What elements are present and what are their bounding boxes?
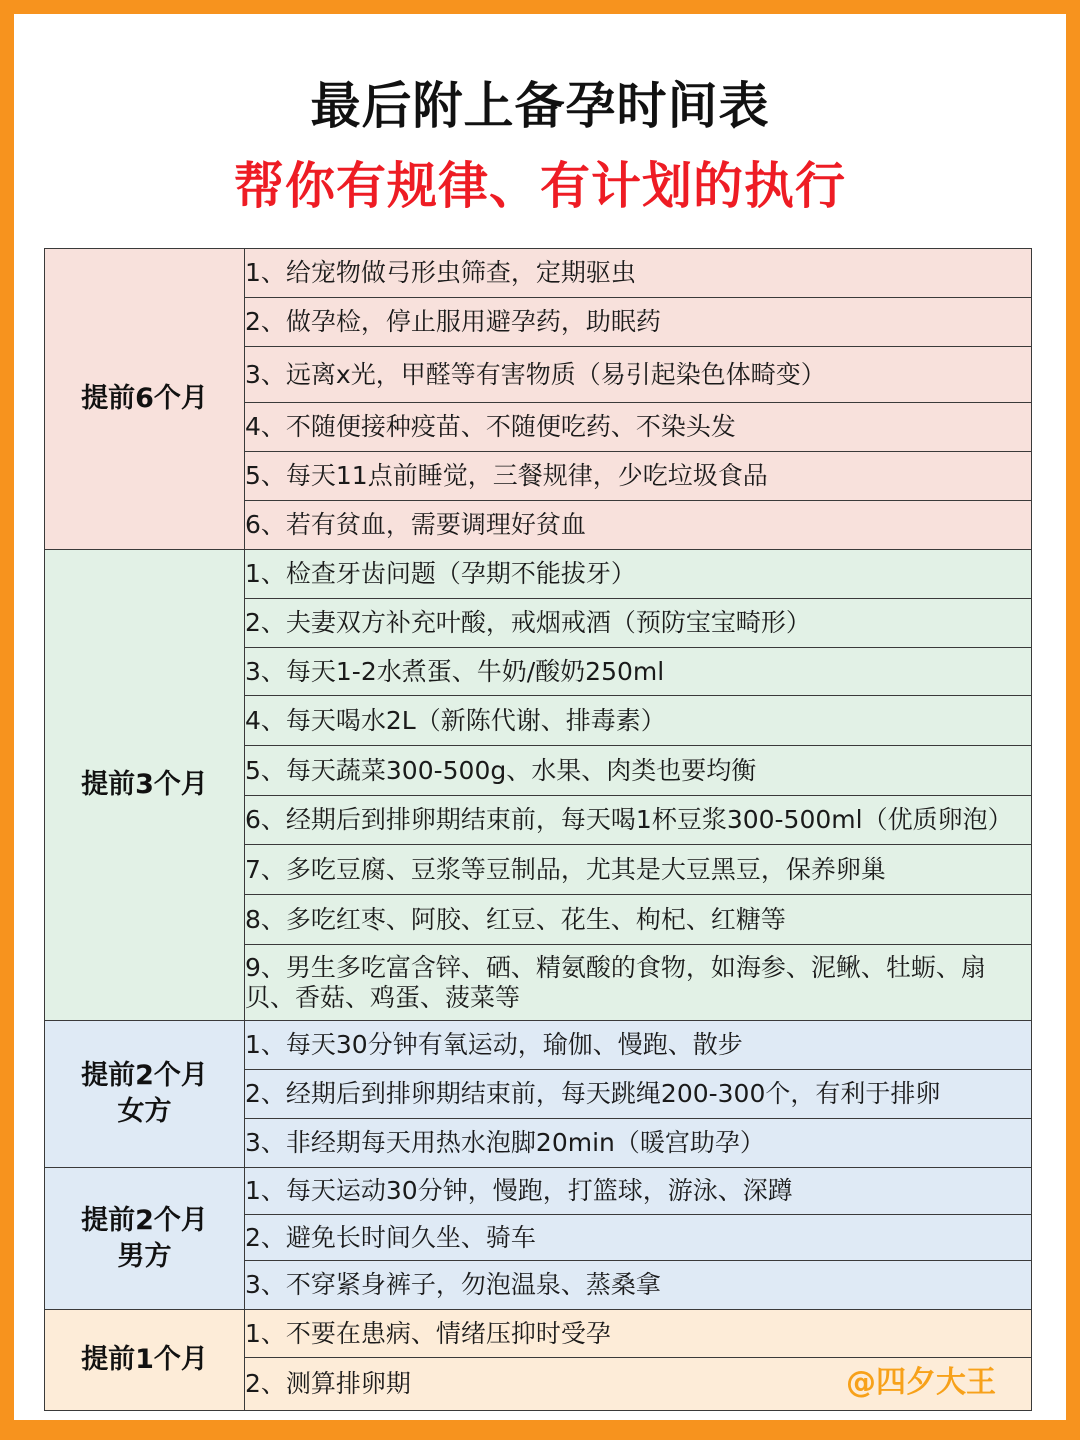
schedule-item: 1、检查牙齿问题（孕期不能拔牙） xyxy=(245,550,1032,599)
period-label: 提前3个月 xyxy=(81,769,208,800)
schedule-item: 2、做孕检，停止服用避孕药，助眠药 xyxy=(245,298,1032,347)
period-cell xyxy=(45,550,245,1021)
period-cell xyxy=(45,1168,245,1310)
schedule-item: 1、每天30分钟有氧运动，瑜伽、慢跑、散步 xyxy=(245,1021,1032,1070)
schedule-row xyxy=(45,1168,1032,1215)
period-label: 提前2个月 xyxy=(81,1060,208,1091)
period-label: 女方 xyxy=(117,1096,172,1127)
period-cell xyxy=(45,1021,245,1168)
schedule-item: 3、远离x光，甲醛等有害物质（易引起染色体畸变） xyxy=(245,347,1032,403)
schedule-item: 3、每天1-2水煮蛋、牛奶/酸奶250ml xyxy=(245,648,1032,696)
schedule-item: 5、每天蔬菜300-500g、水果、肉类也要均衡 xyxy=(245,746,1032,796)
schedule-item: 9、男生多吃富含锌、硒、精氨酸的食物，如海参、泥鳅、牡蛎、扇贝、香菇、鸡蛋、菠菜等 xyxy=(245,945,1032,1021)
period-cell xyxy=(45,249,245,550)
schedule-item: 1、不要在患病、情绪压抑时受孕 xyxy=(245,1310,1032,1358)
schedule-row xyxy=(45,249,1032,298)
period-label: 提前1个月 xyxy=(81,1344,208,1375)
schedule-row xyxy=(45,550,1032,599)
author-watermark: @四夕大王 xyxy=(846,1365,996,1400)
period-label: 男方 xyxy=(117,1240,172,1272)
schedule-item: 1、每天运动30分钟，慢跑，打篮球，游泳、深蹲 xyxy=(245,1168,1032,1215)
schedule-item: 3、非经期每天用热水泡脚20min（暖宫助孕） xyxy=(245,1119,1032,1168)
schedule-item: 7、多吃豆腐、豆浆等豆制品，尤其是大豆黑豆，保养卵巢 xyxy=(245,845,1032,895)
schedule-item: 2、避免长时间久坐、骑车 xyxy=(245,1215,1032,1261)
schedule-item: 2、测算排卵期 xyxy=(245,1358,1032,1411)
period-label: 提前6个月 xyxy=(81,383,208,414)
page-subtitle: 帮你有规律、有计划的执行 xyxy=(234,157,846,215)
period-cell xyxy=(45,1310,245,1411)
schedule-row xyxy=(45,1021,1032,1070)
schedule-item: 8、多吃红枣、阿胶、红豆、花生、枸杞、红糖等 xyxy=(245,895,1032,945)
schedule-item: 3、不穿紧身裤子，勿泡温泉、蒸桑拿 xyxy=(245,1261,1032,1310)
schedule-item: 6、经期后到排卵期结束前，每天喝1杯豆浆300-500ml（优质卵泡） xyxy=(245,796,1032,845)
schedule-item: 6、若有贫血，需要调理好贫血 xyxy=(245,501,1032,550)
schedule-item: 4、不随便接种疫苗、不随便吃药、不染头发 xyxy=(245,403,1032,452)
schedule-item: 2、夫妻双方补充叶酸，戒烟戒酒（预防宝宝畸形） xyxy=(245,599,1032,648)
schedule-item: 4、每天喝水2L（新陈代谢、排毒素） xyxy=(245,696,1032,746)
schedule-row xyxy=(45,1310,1032,1358)
schedule-item: 1、给宠物做弓形虫筛查，定期驱虫 xyxy=(245,249,1032,298)
page-title: 最后附上备孕时间表 xyxy=(310,77,770,135)
schedule-item: 5、每天11点前睡觉，三餐规律，少吃垃圾食品 xyxy=(245,452,1032,501)
schedule-item: 2、经期后到排卵期结束前，每天跳绳200-300个，有利于排卵 xyxy=(245,1070,1032,1119)
pregnancy-prep-schedule-table xyxy=(44,248,1032,1411)
period-label: 提前2个月 xyxy=(81,1204,208,1236)
